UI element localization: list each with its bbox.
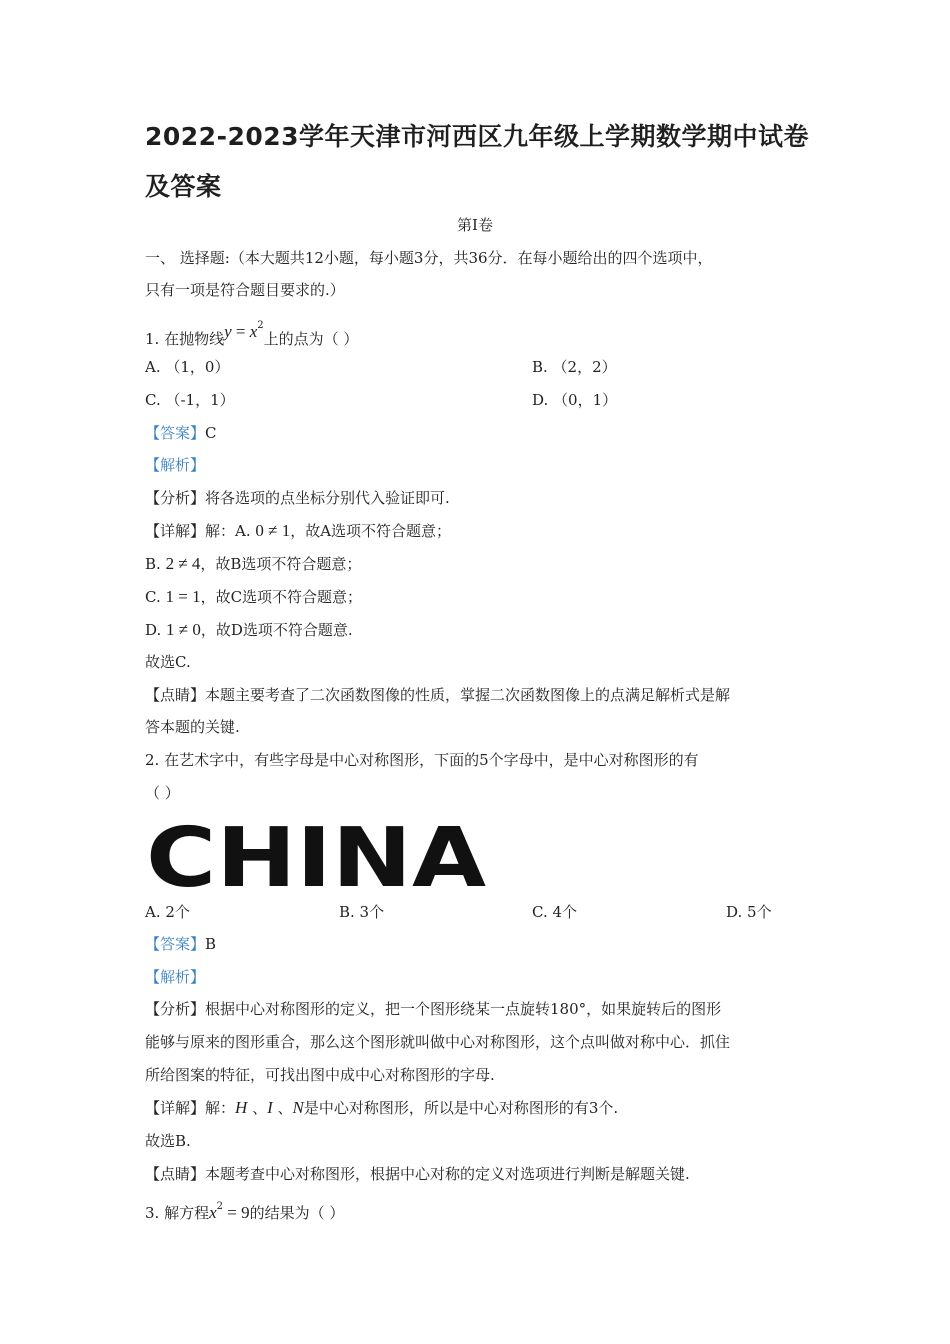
q1-suffix: 上的点为（ ） (263, 330, 359, 348)
q2-fenxi-line-1: 【分析】根据中心对称图形的定义，把一个图形绕某一点旋转180°，如果旋转后的图形 (145, 1000, 722, 1018)
q2-analysis-tag: 【解析】 (145, 968, 206, 986)
instructions-line-1: 一、 选择题:（本大题共12小题，每小题3分，共36分．在每小题给出的四个选项中， (145, 249, 713, 267)
q1-option-b: B. （2，2） (532, 358, 617, 376)
q2-detail: 【详解】解：H 、I 、N是中心对称图形，所以是中心对称图形的有3个. (145, 1098, 619, 1117)
q1-dianjing-line-1: 【点睛】本题主要考查了二次函数图像的性质，掌握二次函数图像上的点满足解析式是解 (145, 686, 731, 704)
instructions-line-2: 只有一项是符合题目要求的.） (145, 281, 345, 299)
q1-prefix: 1. 在抛物线 (145, 330, 225, 348)
q2-option-c: C. 4个 (532, 903, 578, 921)
q1-detail-b: B. 2 ≠ 4，故B选项不符合题意； (145, 554, 362, 573)
q3-stem: 3. 解方程$x^2 = 9$的结果为（ ） (145, 1201, 345, 1222)
answer-tag: 【答案】 (145, 424, 206, 442)
q1-dianjing-line-2: 答本题的关键. (145, 718, 240, 736)
q2-stem-line-2: （ ） (145, 784, 180, 802)
q1-option-a: A. （1，0） (145, 358, 230, 376)
q1-fenxi: 【分析】将各选项的点坐标分别代入验证即可. (145, 489, 450, 507)
q2-stem-line-1: 2. 在艺术字中，有些字母是中心对称图形，下面的5个字母中，是中心对称图形的有 (145, 751, 699, 769)
china-letters-text: CHINA (146, 818, 487, 890)
q2-option-b: B. 3个 (339, 903, 385, 921)
q1-detail-a: 【详解】解：A. 0 ≠ 1，故A选项不符合题意； (145, 521, 452, 540)
q2-dianjing: 【点睛】本题考查中心对称图形，根据中心对称的定义对选项进行判断是解题关键. (145, 1165, 690, 1183)
q1-option-d: D. （0，1） (532, 391, 618, 409)
answer-tag: 【答案】 (145, 935, 206, 953)
q1-formula: $y = x^2$ (224, 320, 264, 341)
document-title: 2022-2023学年天津市河西区九年级上学期数学期中试卷及答案 (145, 122, 810, 201)
q1-conclusion: 故选C. (145, 653, 191, 671)
q2-option-d: D. 5个 (726, 903, 772, 921)
q2-fenxi-line-2: 能够与原来的图形重合，那么这个图形就叫做中心对称图形，这个点叫做对称中心．抓住 (145, 1033, 731, 1051)
answer-value: B (205, 935, 217, 953)
answer-value: C (205, 424, 217, 442)
q1-detail-c: C. 1 = 1，故C选项不符合题意； (145, 587, 363, 606)
q2-conclusion: 故选B. (145, 1132, 191, 1150)
q2-option-a: A. 2个 (145, 903, 190, 921)
q1-analysis-tag: 【解析】 (145, 456, 206, 474)
q1-stem (145, 322, 358, 350)
section-label: 第Ⅰ卷 (457, 216, 493, 234)
china-letters-image (146, 818, 491, 890)
q2-answer (145, 933, 216, 955)
q1-answer (145, 422, 217, 444)
q1-option-c: C. （-1，1） (145, 391, 235, 409)
q2-fenxi-line-3: 所给图案的特征，可找出图中成中心对称图形的字母. (145, 1066, 495, 1084)
q1-detail-d: D. 1 ≠ 0，故D选项不符合题意. (145, 620, 353, 639)
